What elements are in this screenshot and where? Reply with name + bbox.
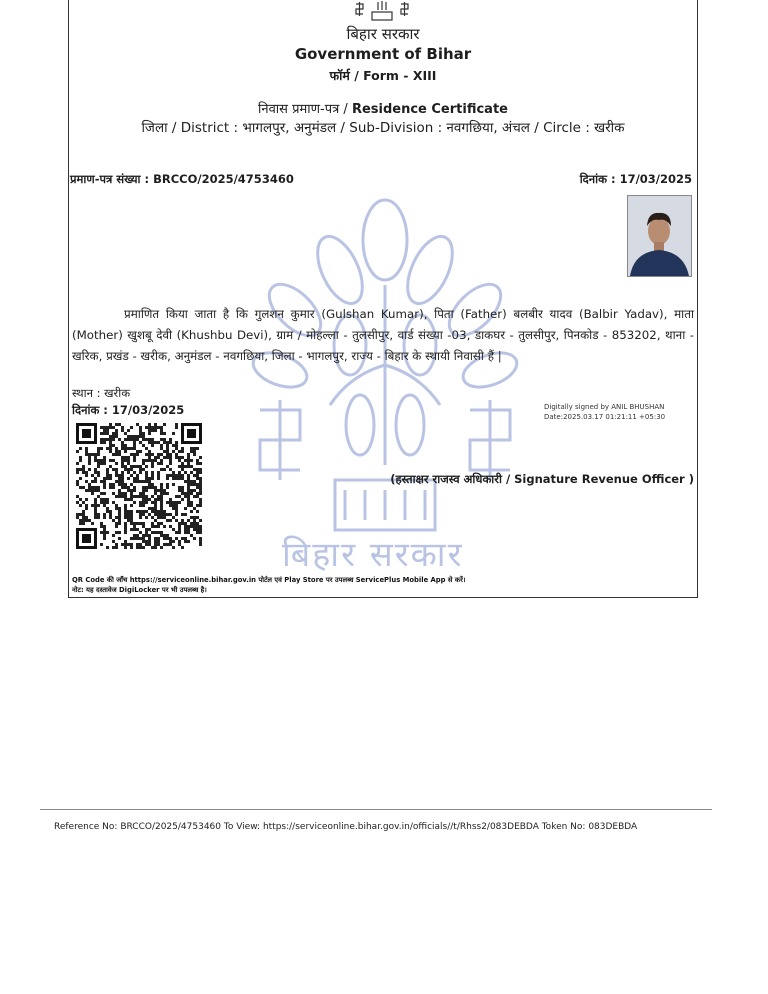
form-number: फॉर्म / Form - XIII (329, 68, 437, 83)
government-title: Government of Bihar (294, 45, 472, 63)
bodhi-tree-watermark-icon (240, 195, 530, 585)
issue-date-bottom: दिनांक : 17/03/2025 (72, 403, 185, 417)
person-photo-icon (628, 196, 691, 276)
bihar-emblem-icon (352, 0, 412, 22)
footer-separator (40, 809, 712, 810)
applicant-photo (627, 195, 692, 277)
note-digilocker: नोट: यह दस्तावेज DigiLocker पर भी उपलब्ध है। (72, 586, 207, 594)
certificate-body (72, 304, 694, 367)
signature-label: (हस्ताक्षर राजस्व अधिकारी / Signature Revenue Officer ) (390, 472, 694, 486)
footer-reference: Reference No: BRCCO/2025/4753460 To View: https://serviceonline.bihar.gov.in/officials//t/Rhss2/083DEBDA Token No: 083DEBDA (54, 822, 638, 832)
qr-code-icon (76, 423, 202, 549)
verification-note (72, 575, 465, 595)
issue-date-top: दिनांक : 17/03/2025 (579, 172, 692, 186)
certificate-title (68, 99, 698, 117)
digital-signature-date: Date:2025.03.17 01:21:11 +05:30 (544, 413, 666, 421)
watermark-text: बिहार सरकार (282, 535, 464, 575)
certificate-number: प्रमाण-पत्र संख्या : BRCCO/2025/4753460 (70, 172, 294, 186)
certificate-title-hindi: निवास प्रमाण-पत्र / (258, 102, 352, 117)
note-qr-verification: QR Code की जाँच https://serviceonline.bihar.gov.in पोर्टल एवं Play Store पर उपलब्ध ServicePlus Mobile App से करें। (72, 576, 466, 584)
state-name-hindi: बिहार सरकार (346, 25, 420, 43)
digital-signature-name: Digitally signed by ANIL BHUSHAN (544, 403, 665, 411)
digital-signature (544, 402, 665, 422)
location-line: जिला / District : भागलपुर, अनुमंडल / Sub-Division : नवगछिया, अंचल / Circle : खरीक (141, 120, 625, 136)
certificate-body-text: प्रमाणित किया जाता है कि गुलशन कुमार (Gulshan Kumar), पिता (Father) बलबीर यादव (Balbir Yadav), माता (Mother) खुशबू देवी (Khushbu Devi), ग्राम / मोहल्ला - तुलसीपुर, वार्ड संख्या -03, डाकघर - तुलसीपुर, पिनकोड - 853202, थाना - खरिक, प्रखंड - खरीक, अनुमंडल - नवगछिया, जिला - भागलपुर, राज्य - बिहार के स्थायी निवासी हैं | (72, 307, 694, 363)
certificate-title-english: Residence Certificate (351, 102, 508, 117)
place: स्थान : खरीक (72, 386, 131, 400)
